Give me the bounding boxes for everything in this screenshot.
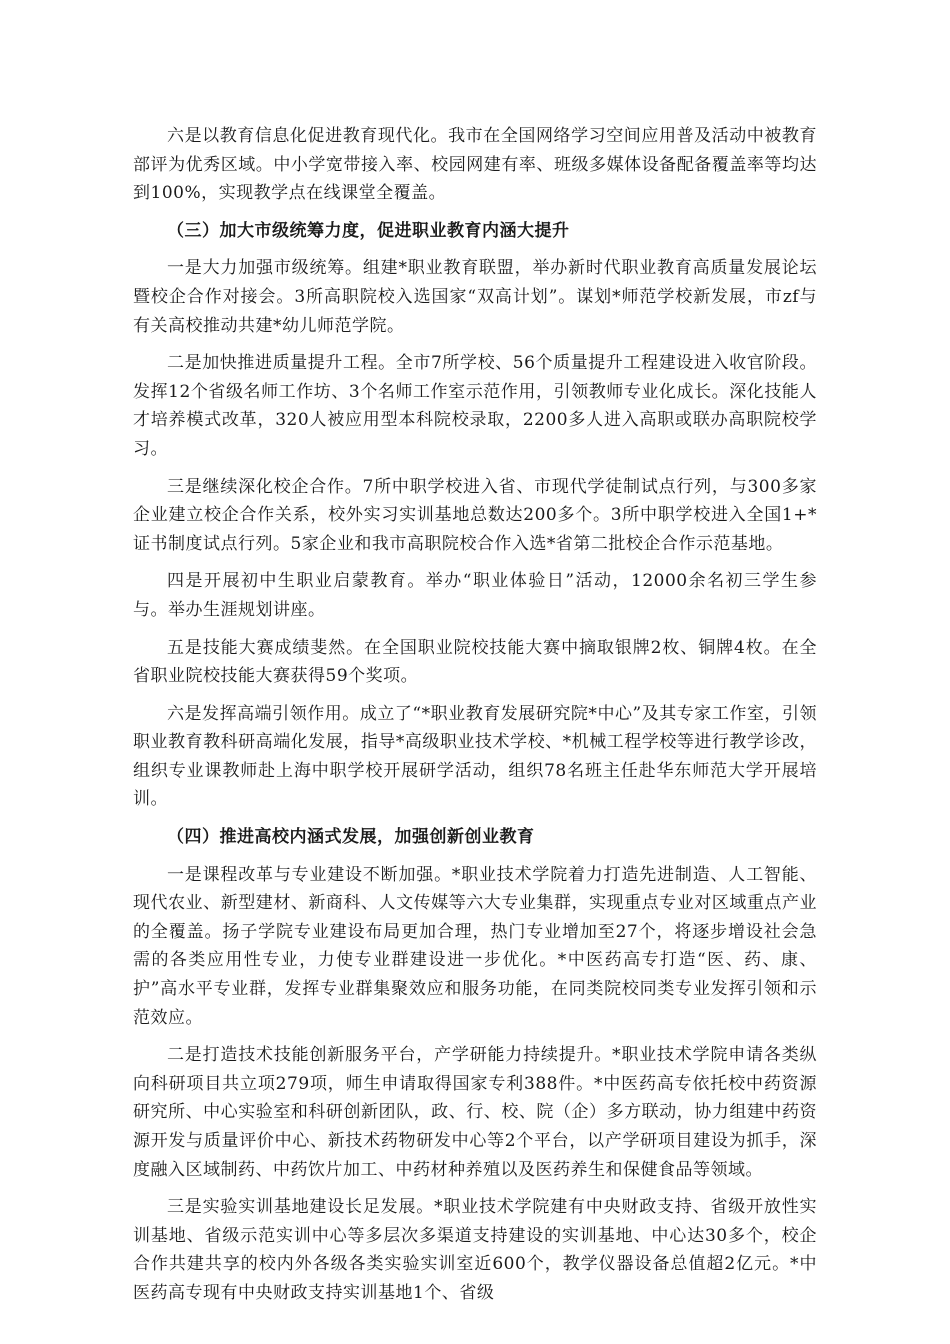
section-heading-3: （三）加大市级统筹力度，促进职业教育内涵大提升 [167, 220, 570, 241]
section-heading-4: （四）推进高校内涵式发展，加强创新创业教育 [167, 827, 535, 848]
paragraph-school-enterprise: 三是继续深化校企合作。7所中职学校进入省、市现代学徒制试点行列，与300多家企业建立校企合作关系，校外实习实训基地总数达200多个。3所中职学校进入全国1+*证书制度试点行列。5家企业和我市高职院校合作入选*省第二批校企合作示范基地。 [133, 476, 817, 554]
document-body [133, 122, 817, 1317]
paragraph-high-end-leadership: 六是发挥高端引领作用。成立了“*职业教育发展研究院*中心”及其专家工作室，引领职业教育教科研高端化发展，指导*高级职业技术学校、*机械工程学校等进行教学诊改，组织专业课教师赴上海中职学校开展研学活动，组织78名班主任赴华东师范大学开展培训。 [133, 703, 817, 810]
paragraph-curriculum-reform: 一是课程改革与专业建设不断加强。*职业技术学院着力打造先进制造、人工智能、现代农业、新型建材、新商科、人文传媒等六大专业集群，实现重点专业对区域重点产业的全覆盖。扬子学院专业建设布局更加合理，热门专业增加至27个，将逐步增设社会急需的各类应用性专业，力使专业群建设进一步优化。*中医药高专打造“医、药、康、护”高水平专业群，发挥专业群集聚效应和服务功能，在同类院校同类专业发挥引领和示范效应。 [133, 864, 817, 1028]
paragraph-city-coordination: 一是大力加强市级统筹。组建*职业教育联盟，举办新时代职业教育高质量发展论坛暨校企合作对接会。3所高职院校入选国家“双高计划”。谋划*师范学校新发展，市zf与有关高校推动共建*幼儿师范学院。 [133, 258, 817, 336]
paragraph-training-bases: 三是实验实训基地建设长足发展。*职业技术学院建有中央财政支持、省级开放性实训基地、省级示范实训中心等多层次多渠道支持建设的实训基地、中心达30多个，校企合作共建共享的校内外各级各类实验实训室近600个，教学仪器设备总值超2亿元。*中医药高专现有中央财政支持实训基地1个、省级 [133, 1197, 817, 1303]
paragraph-education-informatization: 六是以教育信息化促进教育现代化。我市在全国网络学习空间应用普及活动中被教育部评为优秀区域。中小学宽带接入率、校园网建有率、班级多媒体设备配备覆盖率等均达到100%，实现教学点在线课堂全覆盖。 [133, 126, 817, 204]
paragraph-skills-competition: 五是技能大赛成绩斐然。在全国职业院校技能大赛中摘取银牌2枚、铜牌4枚。在全省职业院校技能大赛获得59个奖项。 [133, 637, 817, 687]
paragraph-innovation-platform: 二是打造技术技能创新服务平台，产学研能力持续提升。*职业技术学院申请各类纵向科研项目共立项279项，师生申请取得国家专利388件。*中医药高专依托校中药资源研究所、中心实验室和科研创新团队，政、行、校、院（企）多方联动，协力组建中药资源开发与质量评价中心、新技术药物研发中心等2个平台，以产学研项目建设为抓手，深度融入区域制药、中药饮片加工、中药材种养殖以及医药养生和保健食品等领域。 [133, 1045, 817, 1180]
paragraph-quality-improvement: 二是加快推进质量提升工程。全市7所学校、56个质量提升工程建设进入收官阶段。发挥12个省级名师工作坊、3个名师工作室示范作用，引领教师专业化成长。深化技能人才培养模式改革，320人被应用型本科院校录取，2200多人进入高职或联办高职院校学习。 [133, 353, 817, 459]
paragraph-career-enlightenment: 四是开展初中生职业启蒙教育。举办“职业体验日”活动，12000余名初三学生参与。举办生涯规划讲座。 [133, 571, 817, 620]
